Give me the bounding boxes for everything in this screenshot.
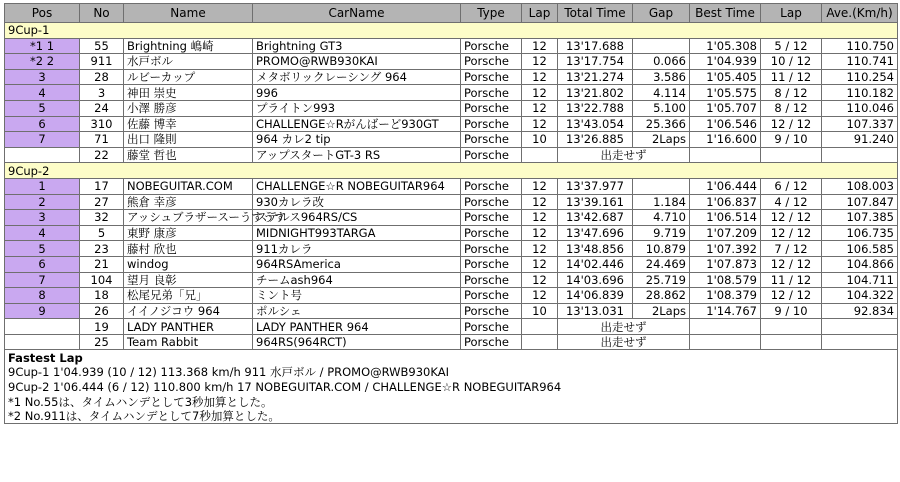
cell-name: Brightning 嶋崎 <box>124 38 253 54</box>
cell-best-time: 1'05.308 <box>690 38 761 54</box>
cell-pos: 4 <box>5 225 80 241</box>
cell-best-lap: 5 / 12 <box>761 38 822 54</box>
fastest-lap-line: 9Cup-2 1'06.444 (6 / 12) 110.800 km/h 17 NOBEGUITAR.COM / CHALLENGE☆R NOBEGUITAR964 <box>5 380 898 395</box>
results-table <box>4 3 898 424</box>
cell-name: 藤堂 哲也 <box>124 147 253 163</box>
cell-no: 22 <box>80 147 124 163</box>
cell-lap <box>522 334 558 350</box>
cell-best-time: 1'05.707 <box>690 100 761 116</box>
cell-gap <box>633 178 690 194</box>
cell-best-lap <box>761 147 822 163</box>
col-header-name: Name <box>124 4 253 23</box>
cell-best-time: 1'06.444 <box>690 178 761 194</box>
cell-car-name: LADY PANTHER 964 <box>253 319 461 335</box>
cell-no: 23 <box>80 241 124 257</box>
cell-best-time: 1'14.767 <box>690 303 761 319</box>
cell-avg-speed: 91.240 <box>822 132 898 148</box>
cell-total-time: 13'17.754 <box>558 54 633 70</box>
cell-total-time: 13'43.054 <box>558 116 633 132</box>
table-header <box>5 4 898 23</box>
cell-name: windog <box>124 256 253 272</box>
cell-best-time: 1'06.546 <box>690 116 761 132</box>
cell-car-name: メタボリックレーシング 964 <box>253 69 461 85</box>
cell-name: 望月 良彰 <box>124 272 253 288</box>
col-header-best-time: Best Time <box>690 4 761 23</box>
cell-best-lap: 12 / 12 <box>761 210 822 226</box>
cell-gap: 9.719 <box>633 225 690 241</box>
cell-type: Porsche <box>461 38 522 54</box>
cell-best-lap: 12 / 12 <box>761 225 822 241</box>
col-header-no: No <box>80 4 124 23</box>
cell-total-time: 13'48.856 <box>558 241 633 257</box>
cell-pos <box>5 319 80 335</box>
cell-best-lap <box>761 334 822 350</box>
cell-best-time: 1'08.379 <box>690 288 761 304</box>
cell-no: 71 <box>80 132 124 148</box>
table-row <box>5 210 898 226</box>
cell-lap: 12 <box>522 69 558 85</box>
cell-name: ルビーカップ <box>124 69 253 85</box>
cell-pos: 5 <box>5 241 80 257</box>
cell-car-name: アップスタートGT-3 RS <box>253 147 461 163</box>
cell-gap: 5.100 <box>633 100 690 116</box>
cell-avg-speed: 106.585 <box>822 241 898 257</box>
col-header-car-name: CarName <box>253 4 461 23</box>
cell-best-lap: 12 / 12 <box>761 256 822 272</box>
cell-total-time: 13'37.977 <box>558 178 633 194</box>
cell-name: 小澤 勝彦 <box>124 100 253 116</box>
cell-best-lap: 9 / 10 <box>761 303 822 319</box>
cell-name: LADY PANTHER <box>124 319 253 335</box>
cell-name: アッシュブラザースーうすうす <box>124 210 253 226</box>
col-header-lap: Lap <box>522 4 558 23</box>
cell-total-time: 出走せず <box>558 147 690 163</box>
cell-lap: 12 <box>522 272 558 288</box>
cell-type: Porsche <box>461 241 522 257</box>
cell-avg-speed <box>822 147 898 163</box>
cell-gap: 4.710 <box>633 210 690 226</box>
cell-best-time: 1'16.600 <box>690 132 761 148</box>
col-header-best-lap: Lap <box>761 4 822 23</box>
cell-gap: 25.366 <box>633 116 690 132</box>
table-row <box>5 303 898 319</box>
table-row <box>5 241 898 257</box>
cell-type: Porsche <box>461 100 522 116</box>
col-header-pos: Pos <box>5 4 80 23</box>
cell-no: 310 <box>80 116 124 132</box>
cell-best-time: 1'05.575 <box>690 85 761 101</box>
cell-lap: 12 <box>522 178 558 194</box>
cell-best-lap <box>761 319 822 335</box>
cell-best-time: 1'06.837 <box>690 194 761 210</box>
cell-car-name: 911カレラ <box>253 241 461 257</box>
group-title: 9Cup-2 <box>5 163 898 179</box>
cell-best-lap: 11 / 12 <box>761 272 822 288</box>
cell-avg-speed: 110.046 <box>822 100 898 116</box>
cell-car-name: 964RS(964RCT) <box>253 334 461 350</box>
cell-avg-speed: 110.254 <box>822 69 898 85</box>
footer-row <box>5 409 898 424</box>
cell-gap: 24.469 <box>633 256 690 272</box>
table-row <box>5 54 898 70</box>
cell-no: 24 <box>80 100 124 116</box>
cell-name: イイノジコウ 964 <box>124 303 253 319</box>
table-row <box>5 69 898 85</box>
cell-avg-speed: 107.385 <box>822 210 898 226</box>
cell-type: Porsche <box>461 69 522 85</box>
cell-best-lap: 8 / 12 <box>761 85 822 101</box>
table-row <box>5 319 898 335</box>
cell-lap: 12 <box>522 38 558 54</box>
cell-gap: 25.719 <box>633 272 690 288</box>
cell-car-name: ポルシェ <box>253 303 461 319</box>
cell-type: Porsche <box>461 116 522 132</box>
cell-best-time <box>690 147 761 163</box>
cell-car-name: プライトン993 <box>253 100 461 116</box>
group-header <box>5 23 898 39</box>
cell-type: Porsche <box>461 132 522 148</box>
cell-no: 19 <box>80 319 124 335</box>
cell-car-name: 930カレラ改 <box>253 194 461 210</box>
cell-lap: 12 <box>522 116 558 132</box>
cell-gap: 1.184 <box>633 194 690 210</box>
cell-type: Porsche <box>461 334 522 350</box>
cell-pos: *1 1 <box>5 38 80 54</box>
cell-type: Porsche <box>461 54 522 70</box>
col-header-avg-speed: Ave.(Km/h) <box>822 4 898 23</box>
penalty-note: *1 No.55は、タイムハンデとして3秒加算とした。 <box>5 394 898 409</box>
cell-car-name: チームash964 <box>253 272 461 288</box>
cell-name: 水戸ボル <box>124 54 253 70</box>
cell-best-lap: 4 / 12 <box>761 194 822 210</box>
cell-type: Porsche <box>461 272 522 288</box>
cell-avg-speed: 107.847 <box>822 194 898 210</box>
cell-no: 18 <box>80 288 124 304</box>
table-row <box>5 334 898 350</box>
cell-type: Porsche <box>461 147 522 163</box>
cell-total-time: 13'21.802 <box>558 85 633 101</box>
cell-car-name: 964RSAmerica <box>253 256 461 272</box>
cell-type: Porsche <box>461 319 522 335</box>
cell-no: 17 <box>80 178 124 194</box>
cell-name: 松尾兄弟「兄」 <box>124 288 253 304</box>
cell-pos: 6 <box>5 256 80 272</box>
cell-car-name: PROMO@RWB930KAI <box>253 54 461 70</box>
cell-lap: 12 <box>522 85 558 101</box>
cell-pos: 6 <box>5 116 80 132</box>
cell-no: 5 <box>80 225 124 241</box>
cell-best-time: 1'05.405 <box>690 69 761 85</box>
cell-best-lap: 9 / 10 <box>761 132 822 148</box>
cell-lap: 12 <box>522 100 558 116</box>
cell-lap: 12 <box>522 241 558 257</box>
cell-type: Porsche <box>461 210 522 226</box>
cell-car-name: ステルス964RS/CS <box>253 210 461 226</box>
footer-row <box>5 394 898 409</box>
cell-avg-speed: 110.182 <box>822 85 898 101</box>
cell-name: 藤村 欣也 <box>124 241 253 257</box>
cell-total-time: 13'17.688 <box>558 38 633 54</box>
cell-lap: 12 <box>522 288 558 304</box>
cell-avg-speed: 104.866 <box>822 256 898 272</box>
cell-gap: 4.114 <box>633 85 690 101</box>
cell-lap: 10 <box>522 303 558 319</box>
cell-name: 東野 康彦 <box>124 225 253 241</box>
cell-total-time: 出走せず <box>558 319 690 335</box>
table-row <box>5 225 898 241</box>
cell-total-time: 13'13.031 <box>558 303 633 319</box>
cell-lap: 12 <box>522 256 558 272</box>
table-row <box>5 132 898 148</box>
cell-lap: 12 <box>522 194 558 210</box>
cell-name: 出口 隆則 <box>124 132 253 148</box>
cell-avg-speed: 107.337 <box>822 116 898 132</box>
cell-best-lap: 12 / 12 <box>761 116 822 132</box>
cell-lap: 12 <box>522 225 558 241</box>
table-row <box>5 194 898 210</box>
cell-best-lap: 6 / 12 <box>761 178 822 194</box>
cell-total-time: 13'42.687 <box>558 210 633 226</box>
cell-car-name: MIDNIGHT993TARGA <box>253 225 461 241</box>
table-row <box>5 116 898 132</box>
cell-avg-speed: 110.750 <box>822 38 898 54</box>
cell-best-time: 1'07.392 <box>690 241 761 257</box>
cell-pos: 3 <box>5 210 80 226</box>
cell-best-lap: 12 / 12 <box>761 288 822 304</box>
footer-row <box>5 350 898 365</box>
cell-best-time: 1'07.873 <box>690 256 761 272</box>
cell-pos: 1 <box>5 178 80 194</box>
cell-avg-speed: 104.322 <box>822 288 898 304</box>
cell-pos: 7 <box>5 272 80 288</box>
cell-pos: *2 2 <box>5 54 80 70</box>
fastest-lap-line: 9Cup-1 1'04.939 (10 / 12) 113.368 km/h 911 水戸ボル / PROMO@RWB930KAI <box>5 365 898 380</box>
table-row <box>5 178 898 194</box>
cell-total-time: 13'26.885 <box>558 132 633 148</box>
cell-no: 104 <box>80 272 124 288</box>
footer-row <box>5 365 898 380</box>
cell-best-time: 1'04.939 <box>690 54 761 70</box>
cell-pos <box>5 334 80 350</box>
cell-lap: 12 <box>522 54 558 70</box>
table-row <box>5 100 898 116</box>
cell-avg-speed: 110.741 <box>822 54 898 70</box>
cell-avg-speed: 92.834 <box>822 303 898 319</box>
cell-pos <box>5 147 80 163</box>
cell-pos: 8 <box>5 288 80 304</box>
penalty-note: *2 No.911は、タイムハンデとして7秒加算とした。 <box>5 409 898 424</box>
cell-total-time: 13'39.161 <box>558 194 633 210</box>
cell-lap: 10 <box>522 132 558 148</box>
cell-total-time: 14'03.696 <box>558 272 633 288</box>
cell-gap: 2Laps <box>633 132 690 148</box>
cell-pos: 9 <box>5 303 80 319</box>
cell-best-lap: 8 / 12 <box>761 100 822 116</box>
cell-no: 25 <box>80 334 124 350</box>
cell-total-time: 13'22.788 <box>558 100 633 116</box>
cell-gap: 10.879 <box>633 241 690 257</box>
cell-best-time <box>690 319 761 335</box>
table-row <box>5 288 898 304</box>
cell-no: 26 <box>80 303 124 319</box>
cell-best-time: 1'07.209 <box>690 225 761 241</box>
cell-car-name: Brightning GT3 <box>253 38 461 54</box>
cell-car-name: 996 <box>253 85 461 101</box>
cell-avg-speed: 108.003 <box>822 178 898 194</box>
cell-pos: 2 <box>5 194 80 210</box>
footer-row <box>5 380 898 395</box>
cell-best-time <box>690 334 761 350</box>
cell-total-time: 14'06.839 <box>558 288 633 304</box>
group-title: 9Cup-1 <box>5 23 898 39</box>
cell-name: 熊倉 幸彦 <box>124 194 253 210</box>
cell-car-name: ミント号 <box>253 288 461 304</box>
cell-car-name: 964 カレ2 tip <box>253 132 461 148</box>
cell-type: Porsche <box>461 288 522 304</box>
cell-avg-speed <box>822 334 898 350</box>
table-row <box>5 256 898 272</box>
table-row <box>5 147 898 163</box>
col-header-total-time: Total Time <box>558 4 633 23</box>
cell-total-time: 13'47.696 <box>558 225 633 241</box>
cell-type: Porsche <box>461 225 522 241</box>
cell-total-time: 13'21.274 <box>558 69 633 85</box>
cell-best-time: 1'06.514 <box>690 210 761 226</box>
cell-type: Porsche <box>461 178 522 194</box>
cell-best-lap: 11 / 12 <box>761 69 822 85</box>
cell-name: 佐藤 博幸 <box>124 116 253 132</box>
col-header-gap: Gap <box>633 4 690 23</box>
cell-no: 27 <box>80 194 124 210</box>
cell-avg-speed <box>822 319 898 335</box>
fastest-lap-title: Fastest Lap <box>5 350 898 365</box>
cell-best-time: 1'08.579 <box>690 272 761 288</box>
cell-gap: 2Laps <box>633 303 690 319</box>
group-header <box>5 163 898 179</box>
cell-pos: 4 <box>5 85 80 101</box>
cell-gap: 3.586 <box>633 69 690 85</box>
cell-no: 32 <box>80 210 124 226</box>
table-row <box>5 272 898 288</box>
cell-car-name: CHALLENGE☆Rがんばーど930GT <box>253 116 461 132</box>
cell-no: 911 <box>80 54 124 70</box>
cell-type: Porsche <box>461 303 522 319</box>
cell-gap <box>633 38 690 54</box>
cell-name: 神田 崇史 <box>124 85 253 101</box>
cell-best-lap: 10 / 12 <box>761 54 822 70</box>
cell-name: NOBEGUITAR.COM <box>124 178 253 194</box>
cell-no: 21 <box>80 256 124 272</box>
cell-pos: 7 <box>5 132 80 148</box>
cell-type: Porsche <box>461 85 522 101</box>
cell-car-name: CHALLENGE☆R NOBEGUITAR964 <box>253 178 461 194</box>
cell-total-time: 14'02.446 <box>558 256 633 272</box>
cell-best-lap: 7 / 12 <box>761 241 822 257</box>
cell-lap <box>522 319 558 335</box>
cell-lap <box>522 147 558 163</box>
cell-lap: 12 <box>522 210 558 226</box>
cell-no: 28 <box>80 69 124 85</box>
cell-no: 3 <box>80 85 124 101</box>
cell-gap: 28.862 <box>633 288 690 304</box>
cell-avg-speed: 106.735 <box>822 225 898 241</box>
cell-name: Team Rabbit <box>124 334 253 350</box>
cell-pos: 5 <box>5 100 80 116</box>
table-row <box>5 38 898 54</box>
table-row <box>5 85 898 101</box>
cell-type: Porsche <box>461 256 522 272</box>
cell-total-time: 出走せず <box>558 334 690 350</box>
cell-avg-speed: 104.711 <box>822 272 898 288</box>
cell-pos: 3 <box>5 69 80 85</box>
col-header-type: Type <box>461 4 522 23</box>
cell-type: Porsche <box>461 194 522 210</box>
cell-gap: 0.066 <box>633 54 690 70</box>
cell-no: 55 <box>80 38 124 54</box>
